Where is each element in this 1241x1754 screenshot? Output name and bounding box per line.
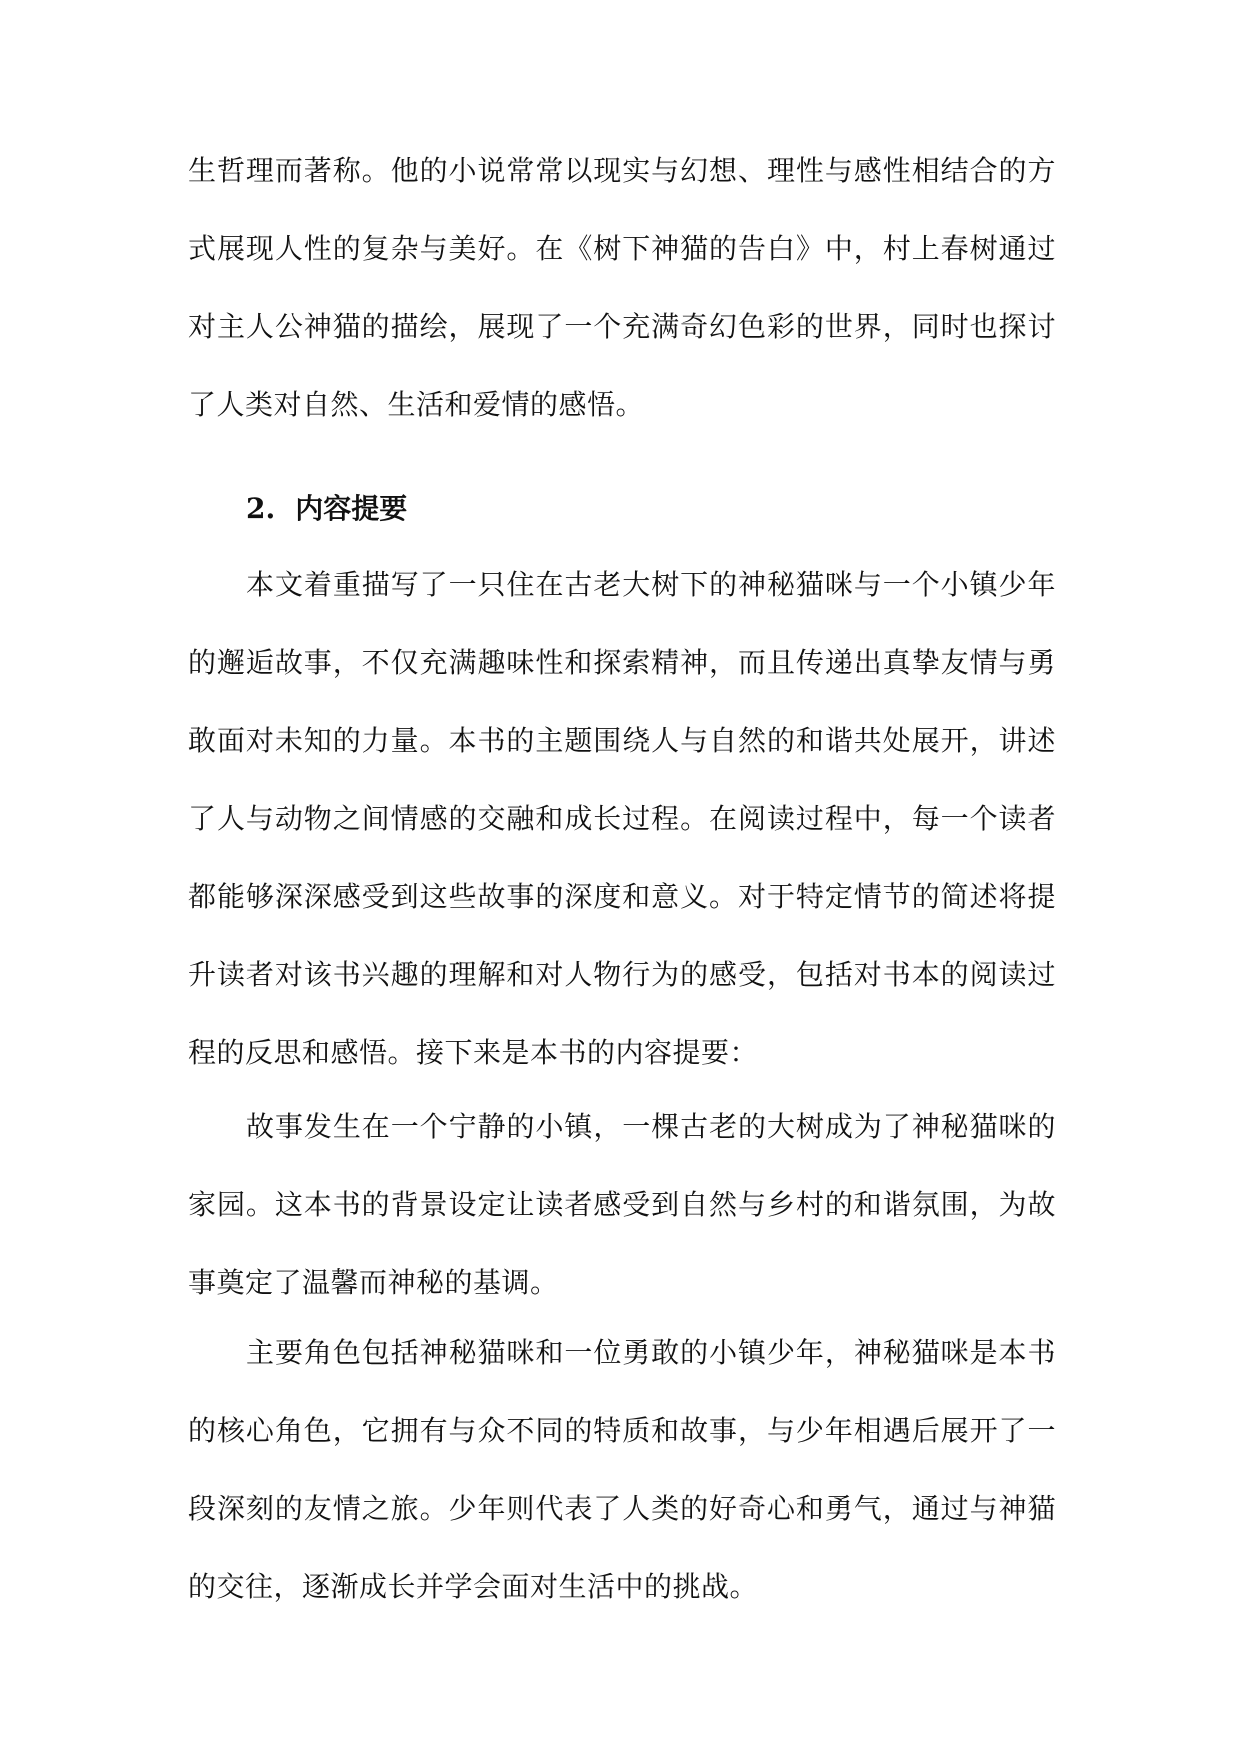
section-heading bbox=[246, 474, 407, 544]
paragraph-summary-intro: 本文着重描写了一只住在古老大树下的神秘猫咪与一个小镇少年的邂逅故事，不仅充满趣味性和探索精神，而且传递出真挚友情与勇敢面对未知的力量。本书的主题围绕人与自然的和谐共处展开，讲述了人与动物之间情感的交融和成长过程。在阅读过程中，每一个读者都能够深深感受到这些故事的深度和意义。对于特定情节的简述将提升读者对该书兴趣的理解和对人物行为的感受，包括对书本的阅读过程的反思和感悟。接下来是本书的内容提要： bbox=[188, 568, 1056, 1069]
paragraph-intro-continuation: 生哲理而著称。他的小说常常以现实与幻想、理性与感性相结合的方式展现人性的复杂与美好。在《树下神猫的告白》中，村上春树通过对主人公神猫的描绘，展现了一个充满奇幻色彩的世界，同时也探讨了人类对自然、生活和爱情的感悟。 bbox=[188, 154, 1056, 421]
paragraph-characters: 主要角色包括神秘猫咪和一位勇敢的小镇少年，神秘猫咪是本书的核心角色，它拥有与众不同的特质和故事，与少年相遇后展开了一段深刻的友情之旅。少年则代表了人类的好奇心和勇气，通过与神猫的交往，逐渐成长并学会面对生活中的挑战。 bbox=[188, 1336, 1056, 1603]
section-number: 2. bbox=[246, 492, 276, 525]
paragraph-setting: 故事发生在一个宁静的小镇，一棵古老的大树成为了神秘猫咪的家园。这本书的背景设定让读者感受到自然与乡村的和谐氛围，为故事奠定了温馨而神秘的基调。 bbox=[188, 1110, 1056, 1299]
section-title: 内容提要 bbox=[295, 492, 408, 525]
